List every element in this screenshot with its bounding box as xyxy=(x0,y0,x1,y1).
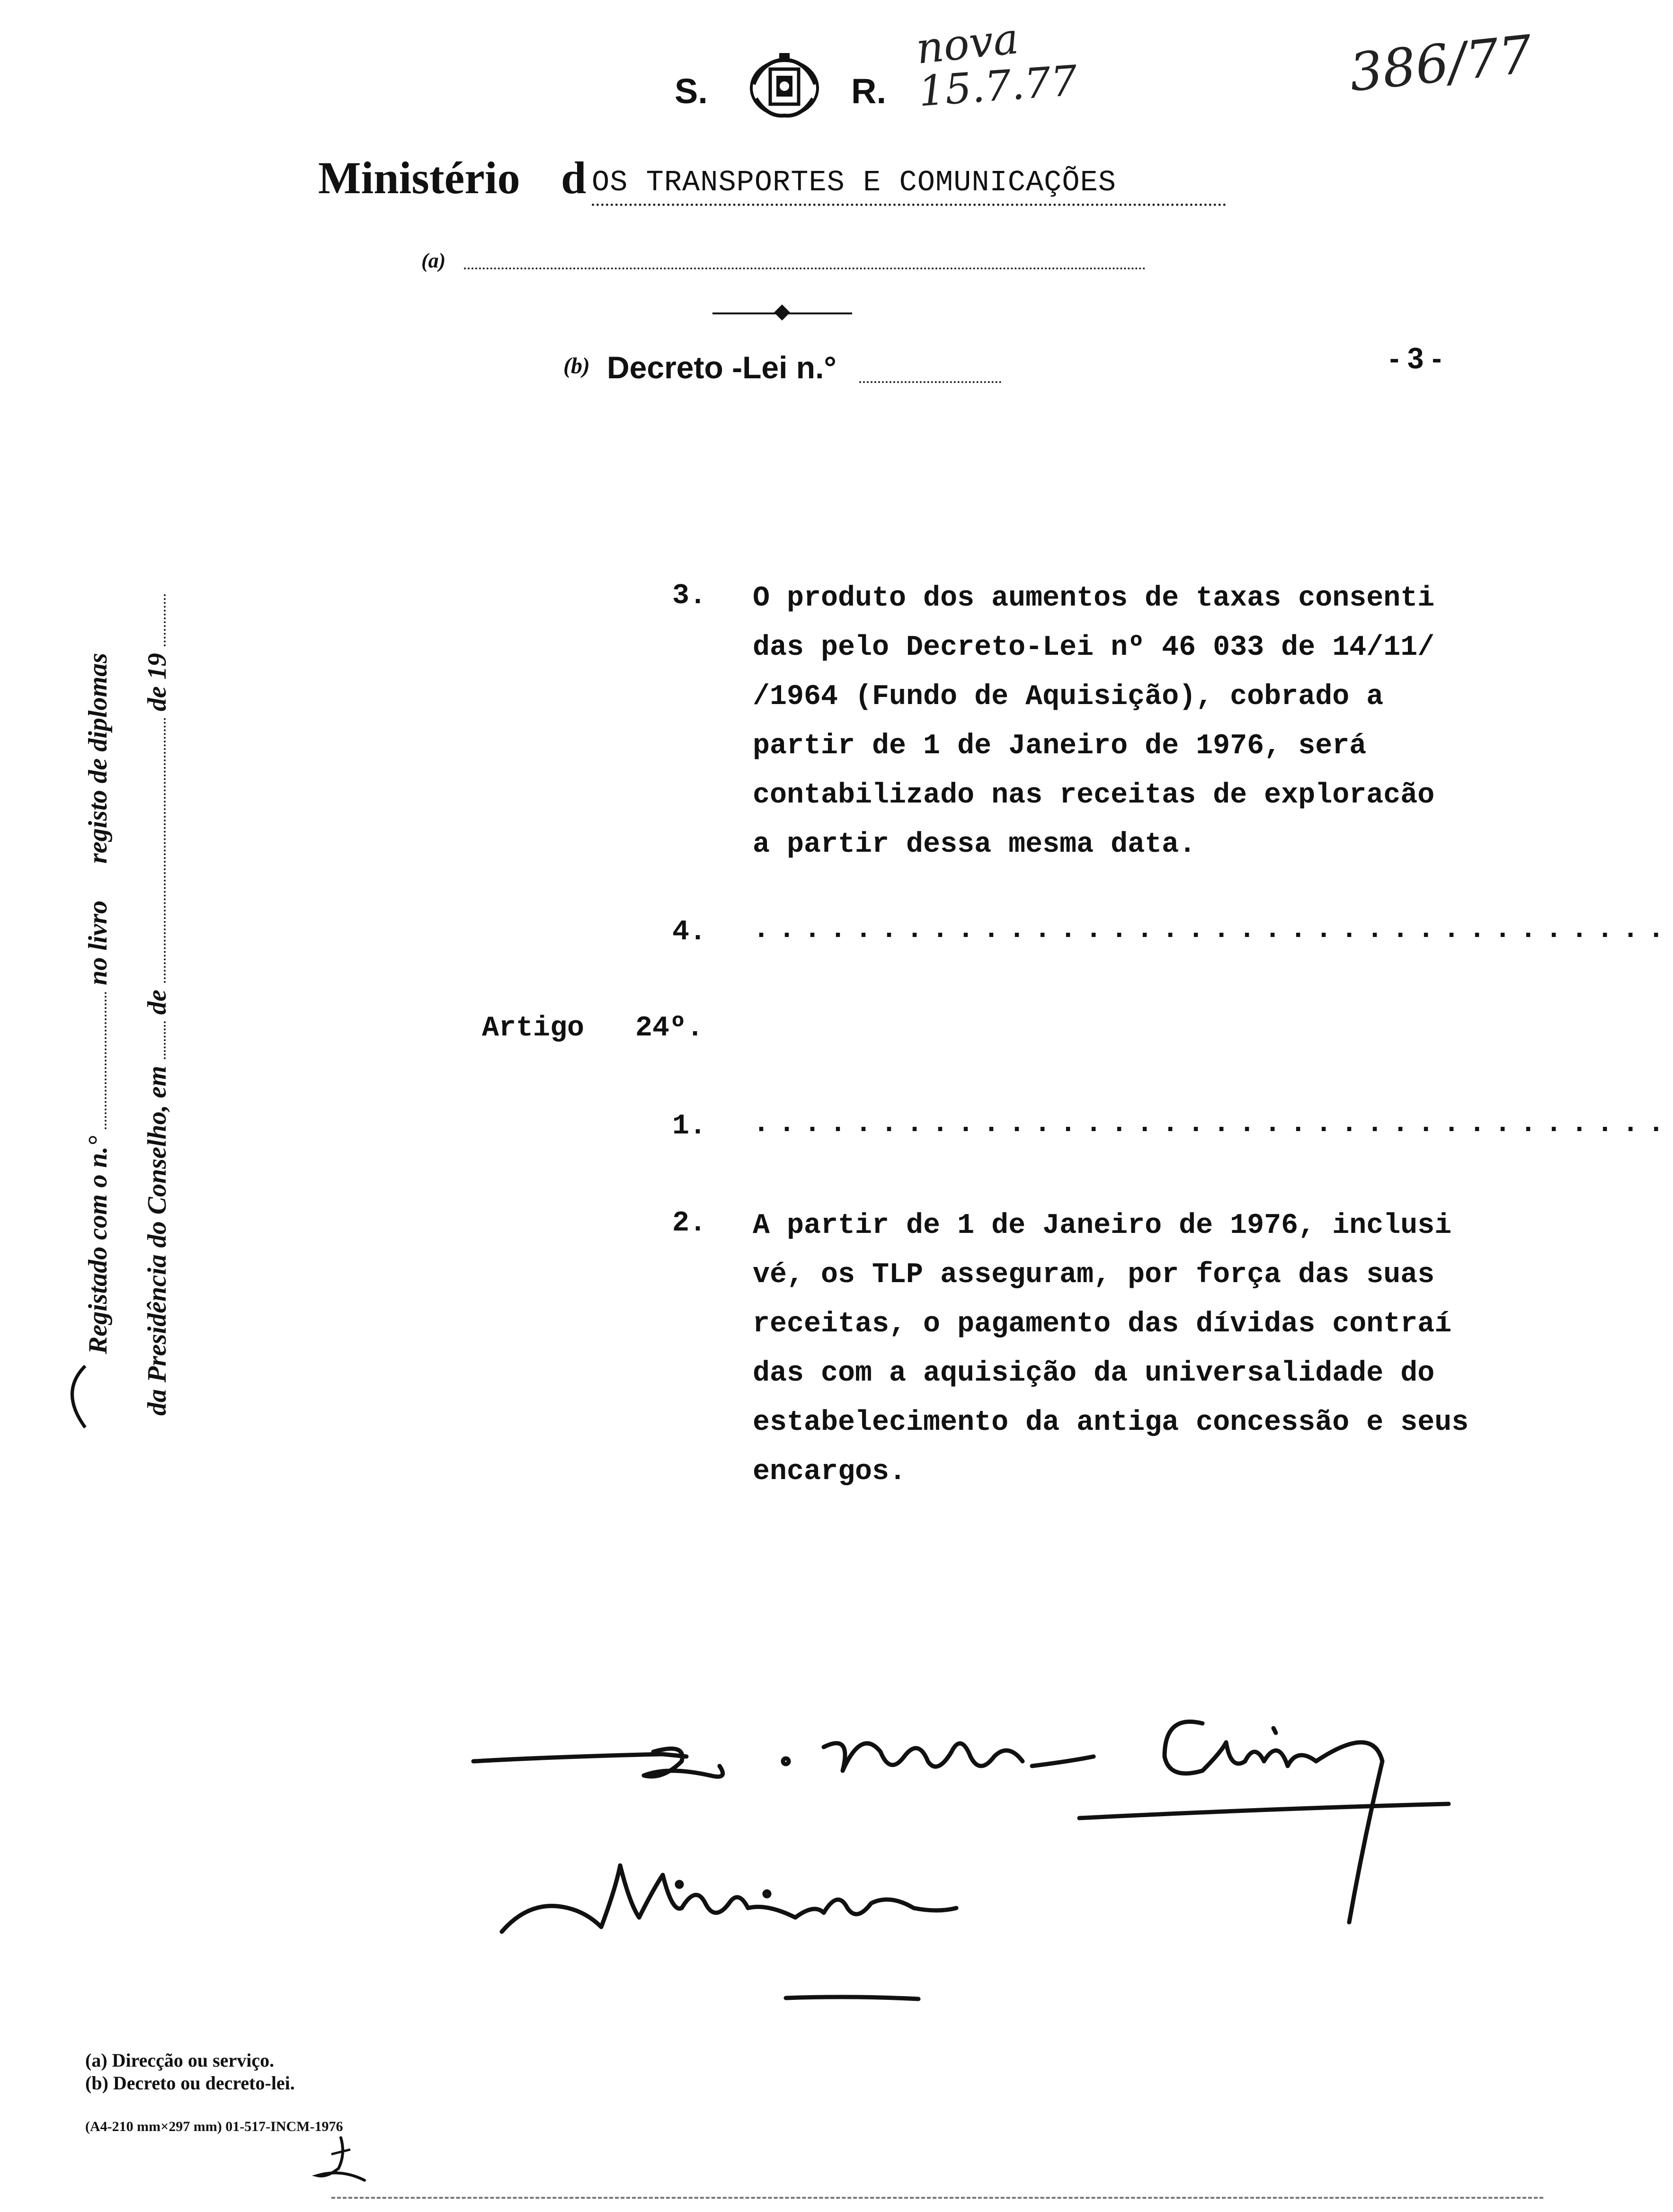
header-divider-left xyxy=(712,312,779,314)
footnote-a: (a) Direcção ou serviço. xyxy=(85,2050,275,2071)
ministry-title-d: d xyxy=(561,152,587,203)
handwritten-date: 15.7.77 xyxy=(917,56,1079,116)
margin-text-de: de xyxy=(142,990,172,1015)
margin-text-presidencia: da Presidência do Conselho, em xyxy=(142,1066,172,1416)
item-1-number: 1. xyxy=(672,1110,707,1142)
paragraph-line: /1964 (Fundo de Aquisição), cobrado a xyxy=(753,681,1384,713)
handwritten-initial xyxy=(312,2135,374,2187)
paragraph-line: a partir dessa mesma data. xyxy=(753,829,1196,861)
ministry-name: OS TRANSPORTES E COMUNICAÇÕES xyxy=(592,166,1116,199)
header-r-letter: R. xyxy=(851,71,886,111)
margin-registration-line-2 xyxy=(142,594,172,1416)
field-a-marker: (a) xyxy=(421,249,446,272)
footnote-b: (b) Decreto ou decreto-lei. xyxy=(85,2072,295,2094)
margin-day-blank xyxy=(164,1021,166,1059)
item-4-number: 4. xyxy=(672,916,707,948)
decreto-label: Decreto -Lei n.° xyxy=(607,350,836,385)
field-a-dotted-line xyxy=(464,268,1146,269)
item-3-paragraph xyxy=(753,574,1449,869)
handwritten-nova: nova xyxy=(914,13,1021,74)
paragraph-line: receitas, o pagamento das dívidas contraí xyxy=(753,1308,1452,1340)
item-4-dotted-line: .................................... xyxy=(753,914,1673,946)
paragraph-line: das com a aquisição da universalidade do xyxy=(753,1357,1435,1390)
scan-edge-noise xyxy=(331,2197,1543,2208)
margin-number-blank xyxy=(105,992,107,1129)
margin-year-blank xyxy=(164,594,166,646)
header-s-letter: S. xyxy=(675,71,708,111)
margin-text-de19: de 19 xyxy=(142,653,172,712)
handwritten-signatures xyxy=(464,1686,1458,2017)
field-b-marker: (b) xyxy=(563,353,590,378)
paragraph-line: A partir de 1 de Janeiro de 1976, inclusi xyxy=(753,1210,1452,1242)
margin-month-blank xyxy=(164,718,166,983)
margin-registration-line-1 xyxy=(83,653,113,1354)
coat-of-arms-icon xyxy=(744,51,825,122)
paragraph-line: encargos. xyxy=(753,1456,907,1488)
handwritten-reference-number: 386/77 xyxy=(1346,24,1535,103)
print-reference: (A4-210 mm×297 mm) 01-517-INCM-1976 xyxy=(85,2119,343,2134)
paragraph-line: O produto dos aumentos de taxas consenti xyxy=(753,582,1435,615)
ministry-dotted-line xyxy=(592,204,1226,206)
ministry-title: Ministério xyxy=(318,152,520,203)
margin-text-livro: no livro xyxy=(83,901,113,985)
item-2-number: 2. xyxy=(672,1207,707,1240)
margin-text-registo: registo de diplomas xyxy=(83,653,113,864)
paragraph-line: vé, os TLP asseguram, por força das suas xyxy=(753,1259,1435,1291)
item-2-paragraph xyxy=(753,1201,1469,1497)
margin-bracket-icon xyxy=(57,1364,90,1430)
paragraph-line: partir de 1 de Janeiro de 1976, será xyxy=(753,730,1367,762)
paragraph-line: contabilizado nas receitas de exploracão xyxy=(753,779,1435,812)
article-heading: Artigo 24º. xyxy=(482,1012,704,1044)
item-1-dotted-line: .................................... xyxy=(753,1108,1673,1140)
decreto-number-dotted-line xyxy=(859,381,1001,383)
paragraph-line: estabelecimento da antiga concessão e seus xyxy=(753,1407,1469,1439)
margin-text-registado: Registado com o n.° xyxy=(83,1135,113,1354)
header-divider-right xyxy=(786,312,852,314)
page-number: - 3 - xyxy=(1389,342,1442,375)
paragraph-line: das pelo Decreto-Lei nº 46 033 de 14/11/ xyxy=(753,632,1435,664)
item-3-number: 3. xyxy=(672,580,707,612)
